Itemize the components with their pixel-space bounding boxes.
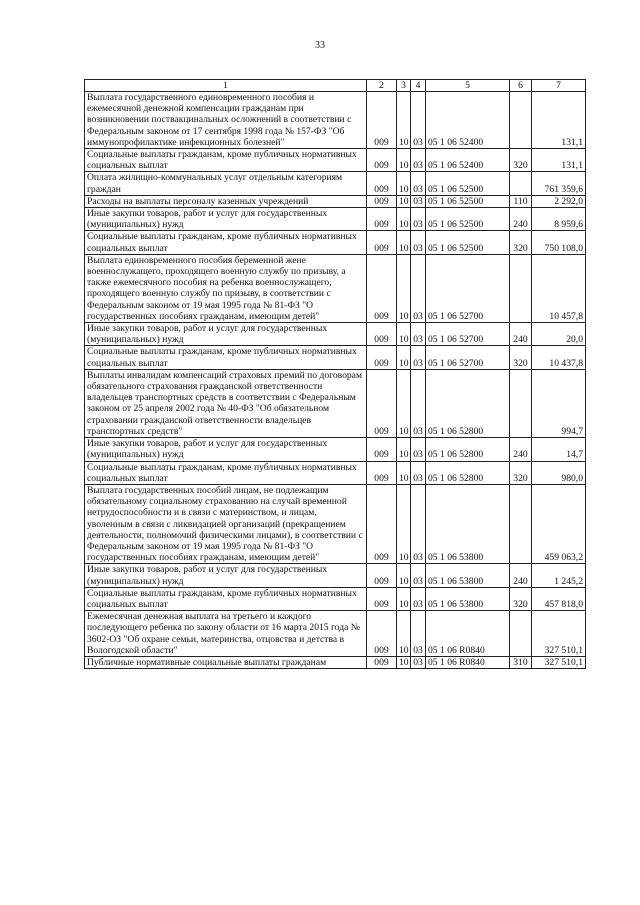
- row-description: Ежемесячная денежная выплата на третьего и каждого последующего ребенка по закону области от 16 марта 2015 года № 3602-ОЗ "Об охране семьи, материнства, отцовства и детства в Вологодской области": [85, 611, 367, 657]
- column-header: 1: [85, 80, 367, 92]
- subsection-code: 03: [411, 484, 426, 563]
- amount-value: 8 959,6: [532, 208, 586, 231]
- expense-type-code: 320: [510, 587, 532, 610]
- subsection-code: 03: [411, 369, 426, 437]
- table-row: [85, 323, 586, 346]
- row-description: Выплаты инвалидам компенсаций страховых премий по договорам обязательного страхования гражданской ответственности владельцев транспортных средств в соответствии с Федеральным законом от 25 апреля 2002 года № 40-ФЗ "Об обязательном страховании гражданской ответственности владельцев транспортных средств": [85, 369, 367, 437]
- expense-type-code: 240: [510, 438, 532, 461]
- row-description: Оплата жилищно-коммунальных услуг отдельным категориям граждан: [85, 172, 367, 195]
- target-article-code: 05 1 06 52500: [426, 231, 510, 254]
- target-article-code: 05 1 06 52800: [426, 438, 510, 461]
- subsection-code: 03: [411, 611, 426, 657]
- target-article-code: 05 1 06 52700: [426, 254, 510, 322]
- section-code: 10: [397, 587, 411, 610]
- table-row: [85, 208, 586, 231]
- amount-value: 1 245,2: [532, 564, 586, 587]
- subsection-code: 03: [411, 208, 426, 231]
- table-row: [85, 254, 586, 322]
- subsection-code: 03: [411, 92, 426, 149]
- section-code: 10: [397, 254, 411, 322]
- ministry-code: 009: [367, 254, 397, 322]
- section-code: 10: [397, 231, 411, 254]
- amount-value: 459 063,2: [532, 484, 586, 563]
- subsection-code: 03: [411, 461, 426, 484]
- row-description: Выплата государственных пособий лицам, не подлежащим обязательному социальному страхованию на случай временной нетрудоспособности и в связи с материнством, и лицам, уволенным в связи с ликвидацией организаций (прекращением деятельности, полномочий физическими лицами), в соответствии с Федеральным законом от 19 мая 1995 года № 81-ФЗ "О государственных пособиях гражданам, имеющим детей": [85, 484, 367, 563]
- section-code: 10: [397, 438, 411, 461]
- subsection-code: 03: [411, 564, 426, 587]
- amount-value: 761 359,6: [532, 172, 586, 195]
- row-description: Иные закупки товаров, работ и услуг для государственных (муниципальных) нужд: [85, 323, 367, 346]
- expense-type-code: 240: [510, 208, 532, 231]
- table-row: [85, 656, 586, 668]
- row-description: Расходы на выплаты персоналу казенных учреждений: [85, 195, 367, 207]
- target-article-code: 05 1 06 53800: [426, 564, 510, 587]
- section-code: 10: [397, 172, 411, 195]
- section-code: 10: [397, 369, 411, 437]
- target-article-code: 05 1 06 52400: [426, 149, 510, 172]
- amount-value: 10 437,8: [532, 346, 586, 369]
- ministry-code: 009: [367, 587, 397, 610]
- target-article-code: 05 1 06 52400: [426, 92, 510, 149]
- expense-type-code: [510, 484, 532, 563]
- column-header: 3: [397, 80, 411, 92]
- expense-type-code: [510, 172, 532, 195]
- row-description: Публичные нормативные социальные выплаты гражданам: [85, 656, 367, 668]
- section-code: 10: [397, 611, 411, 657]
- section-code: 10: [397, 195, 411, 207]
- target-article-code: 05 1 06 52500: [426, 172, 510, 195]
- target-article-code: 05 1 06 52800: [426, 369, 510, 437]
- expense-type-code: [510, 92, 532, 149]
- table-row: [85, 346, 586, 369]
- table-row: [85, 611, 586, 657]
- subsection-code: 03: [411, 195, 426, 207]
- amount-value: 327 510,1: [532, 656, 586, 668]
- amount-value: 2 292,0: [532, 195, 586, 207]
- subsection-code: 03: [411, 231, 426, 254]
- subsection-code: 03: [411, 438, 426, 461]
- amount-value: 10 457,8: [532, 254, 586, 322]
- expense-type-code: 240: [510, 323, 532, 346]
- amount-value: 327 510,1: [532, 611, 586, 657]
- section-code: 10: [397, 208, 411, 231]
- section-code: 10: [397, 484, 411, 563]
- target-article-code: 05 1 06 R0840: [426, 611, 510, 657]
- subsection-code: 03: [411, 656, 426, 668]
- budget-table: [84, 79, 586, 669]
- subsection-code: 03: [411, 587, 426, 610]
- page-number: 33: [315, 40, 325, 51]
- amount-value: 980,0: [532, 461, 586, 484]
- table-row: [85, 484, 586, 563]
- subsection-code: 03: [411, 346, 426, 369]
- table-header-row: [85, 80, 586, 92]
- ministry-code: 009: [367, 195, 397, 207]
- ministry-code: 009: [367, 484, 397, 563]
- table-row: [85, 438, 586, 461]
- row-description: Иные закупки товаров, работ и услуг для государственных (муниципальных) нужд: [85, 438, 367, 461]
- amount-value: 20,0: [532, 323, 586, 346]
- expense-type-code: 320: [510, 231, 532, 254]
- row-description: Иные закупки товаров, работ и услуг для государственных (муниципальных) нужд: [85, 564, 367, 587]
- row-description: Социальные выплаты гражданам, кроме публичных нормативных социальных выплат: [85, 231, 367, 254]
- row-description: Выплата единовременного пособия беременной жене военнослужащего, проходящего военную службу по призыву, а также ежемесячного пособия на ребенка военнослужащего, проходящего военную службу по призыву, в соответствии с Федеральным законом от 19 мая 1995 года № 81-ФЗ "О государственных пособиях гражданам, имеющим детей": [85, 254, 367, 322]
- expense-type-code: [510, 611, 532, 657]
- ministry-code: 009: [367, 564, 397, 587]
- expense-type-code: 310: [510, 656, 532, 668]
- ministry-code: 009: [367, 346, 397, 369]
- section-code: 10: [397, 149, 411, 172]
- section-code: 10: [397, 92, 411, 149]
- ministry-code: 009: [367, 611, 397, 657]
- ministry-code: 009: [367, 149, 397, 172]
- section-code: 10: [397, 656, 411, 668]
- ministry-code: 009: [367, 369, 397, 437]
- table-row: [85, 231, 586, 254]
- subsection-code: 03: [411, 172, 426, 195]
- table-row: [85, 195, 586, 207]
- expense-type-code: 110: [510, 195, 532, 207]
- table-row: [85, 587, 586, 610]
- column-header: 4: [411, 80, 426, 92]
- table-body: [85, 92, 586, 669]
- target-article-code: 05 1 06 52800: [426, 461, 510, 484]
- expense-type-code: [510, 369, 532, 437]
- row-description: Выплата государственного единовременного пособия и ежемесячной денежной компенсации гражданам при возникновении поствакцинальных осложнений в соответствии с Федеральным законом от 17 сентября 1998 года № 157-ФЗ "Об иммунопрофилактике инфекционных болезней": [85, 92, 367, 149]
- row-description: Социальные выплаты гражданам, кроме публичных нормативных социальных выплат: [85, 461, 367, 484]
- target-article-code: 05 1 06 53800: [426, 587, 510, 610]
- column-header: 6: [510, 80, 532, 92]
- column-header: 2: [367, 80, 397, 92]
- target-article-code: 05 1 06 R0840: [426, 656, 510, 668]
- ministry-code: 009: [367, 438, 397, 461]
- target-article-code: 05 1 06 52700: [426, 346, 510, 369]
- table-row: [85, 172, 586, 195]
- target-article-code: 05 1 06 52700: [426, 323, 510, 346]
- row-description: Социальные выплаты гражданам, кроме публичных нормативных социальных выплат: [85, 587, 367, 610]
- amount-value: 457 818,0: [532, 587, 586, 610]
- expense-type-code: 320: [510, 461, 532, 484]
- row-description: Социальные выплаты гражданам, кроме публичных нормативных социальных выплат: [85, 149, 367, 172]
- row-description: Иные закупки товаров, работ и услуг для государственных (муниципальных) нужд: [85, 208, 367, 231]
- table-row: [85, 92, 586, 149]
- amount-value: 14,7: [532, 438, 586, 461]
- amount-value: 131,1: [532, 149, 586, 172]
- ministry-code: 009: [367, 208, 397, 231]
- ministry-code: 009: [367, 92, 397, 149]
- ministry-code: 009: [367, 323, 397, 346]
- amount-value: 994,7: [532, 369, 586, 437]
- amount-value: 750 108,0: [532, 231, 586, 254]
- subsection-code: 03: [411, 254, 426, 322]
- expense-type-code: [510, 254, 532, 322]
- expense-type-code: 240: [510, 564, 532, 587]
- ministry-code: 009: [367, 656, 397, 668]
- section-code: 10: [397, 346, 411, 369]
- column-header: 7: [532, 80, 586, 92]
- ministry-code: 009: [367, 461, 397, 484]
- amount-value: 131,1: [532, 92, 586, 149]
- target-article-code: 05 1 06 52500: [426, 208, 510, 231]
- table-row: [85, 369, 586, 437]
- subsection-code: 03: [411, 149, 426, 172]
- subsection-code: 03: [411, 323, 426, 346]
- section-code: 10: [397, 323, 411, 346]
- ministry-code: 009: [367, 231, 397, 254]
- table-row: [85, 564, 586, 587]
- row-description: Социальные выплаты гражданам, кроме публичных нормативных социальных выплат: [85, 346, 367, 369]
- expense-type-code: 320: [510, 149, 532, 172]
- section-code: 10: [397, 564, 411, 587]
- section-code: 10: [397, 461, 411, 484]
- table-row: [85, 461, 586, 484]
- expense-type-code: 320: [510, 346, 532, 369]
- ministry-code: 009: [367, 172, 397, 195]
- target-article-code: 05 1 06 52500: [426, 195, 510, 207]
- column-header: 5: [426, 80, 510, 92]
- table-row: [85, 149, 586, 172]
- target-article-code: 05 1 06 53800: [426, 484, 510, 563]
